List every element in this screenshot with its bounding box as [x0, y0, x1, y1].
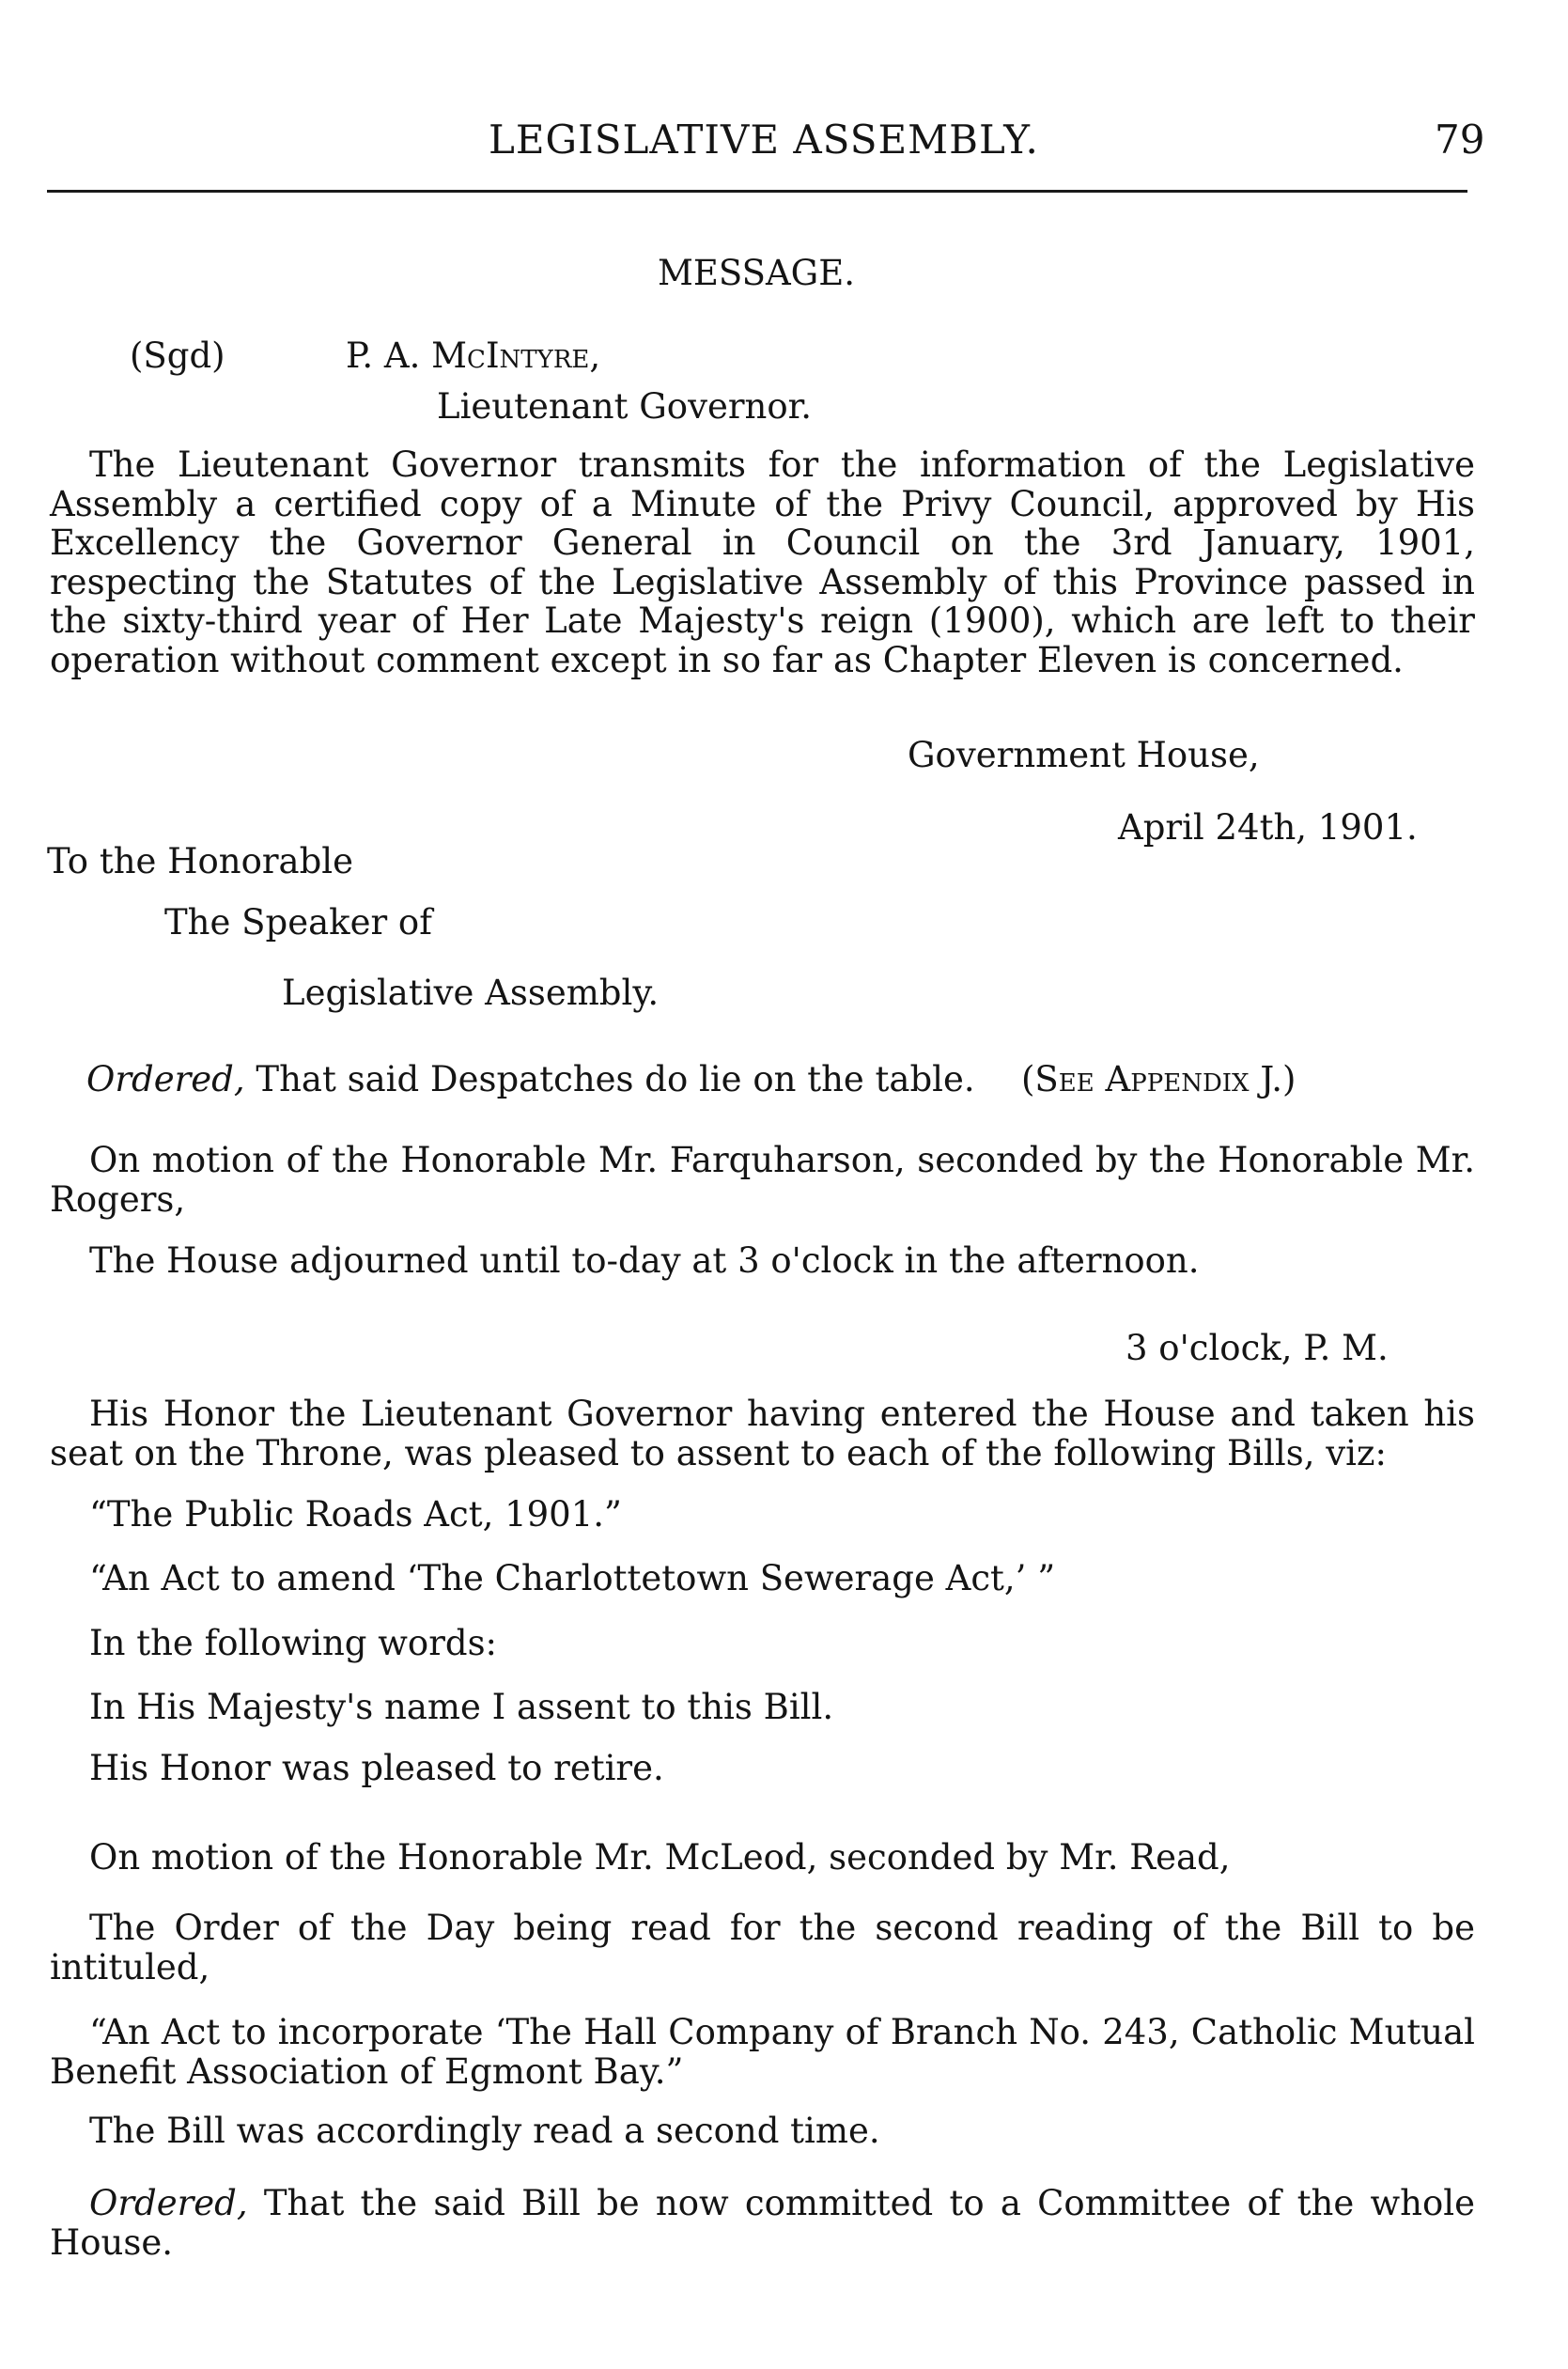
signatory-name: P. A. McIntyre, — [346, 335, 601, 376]
address-line-1: To the Honorable — [47, 841, 354, 881]
signatory-title: Lieutenant Governor. — [437, 386, 813, 427]
ordered-despatches-line — [86, 1059, 975, 1099]
page-number: 79 — [1435, 117, 1485, 163]
order-of-the-day: The Order of the Day being read for the second reading of the Bill to be intituled, — [50, 1908, 1475, 1987]
message-body: The Lieutenant Governor transmits for the information of the Legislative Assembly a certified copy of a Minute of the Privy Council, approved by His Excellency the Governor General in Council on the 3rd January, 1901, respecting the Statutes of the Legislative Assembly of this Province passed in the sixty-third year of Her Late Majesty's reign (1900), which are left to their operation without comment except in so far as Chapter Eleven is concerned. — [50, 444, 1475, 680]
address-line-2: The Speaker of — [164, 902, 432, 943]
ordered-committee-text: That the said Bill be now committed to a Committee of the whole House. — [50, 2183, 1475, 2263]
bill-public-roads: “The Public Roads Act, 1901.” — [89, 1494, 622, 1535]
hall-company-bill-title: “An Act to incorporate ‘The Hall Company of Branch No. 243, Catholic Mutual Benefit Association of Egmont Bay.” — [50, 2012, 1475, 2092]
message-heading: MESSAGE. — [658, 253, 855, 293]
assent-words: In His Majesty's name I assent to this Bill. — [89, 1687, 834, 1727]
adjournment-line: The House adjourned until to-day at 3 o'clock in the afternoon. — [89, 1240, 1200, 1281]
ordered-word: Ordered, — [89, 2183, 248, 2223]
second-reading-line: The Bill was accordingly read a second time. — [89, 2111, 880, 2151]
appendix-reference: (See Appendix J.) — [1021, 1059, 1296, 1099]
ordered-committee-paragraph — [50, 2184, 1475, 2262]
sgd-label: (Sgd) — [130, 335, 225, 376]
message-place: Government House, — [908, 735, 1260, 775]
address-line-3: Legislative Assembly. — [282, 973, 660, 1013]
ordered-despatches-text: That said Despatches do lie on the table. — [256, 1059, 975, 1099]
session-time: 3 o'clock, P. M. — [1126, 1328, 1389, 1368]
following-words-line: In the following words: — [89, 1623, 498, 1663]
bill-sewerage: “An Act to amend ‘The Charlottetown Sewerage Act,’ ” — [89, 1558, 1056, 1598]
honor-retired: His Honor was pleased to retire. — [89, 1748, 664, 1788]
assent-intro: His Honor the Lieutenant Governor having entered the House and taken his seat on the Throne, was pleased to assent to each of the following Bills, viz: — [50, 1394, 1475, 1473]
motion-farquharson: On motion of the Honorable Mr. Farquharson, seconded by the Honorable Mr. Rogers, — [50, 1140, 1475, 1220]
message-date: April 24th, 1901. — [1118, 807, 1418, 848]
motion-mcleod: On motion of the Honorable Mr. McLeod, seconded by Mr. Read, — [89, 1837, 1231, 1878]
ordered-word: Ordered, — [86, 1059, 245, 1099]
header-rule — [47, 190, 1467, 193]
running-header-title: LEGISLATIVE ASSEMBLY. — [489, 117, 1039, 163]
